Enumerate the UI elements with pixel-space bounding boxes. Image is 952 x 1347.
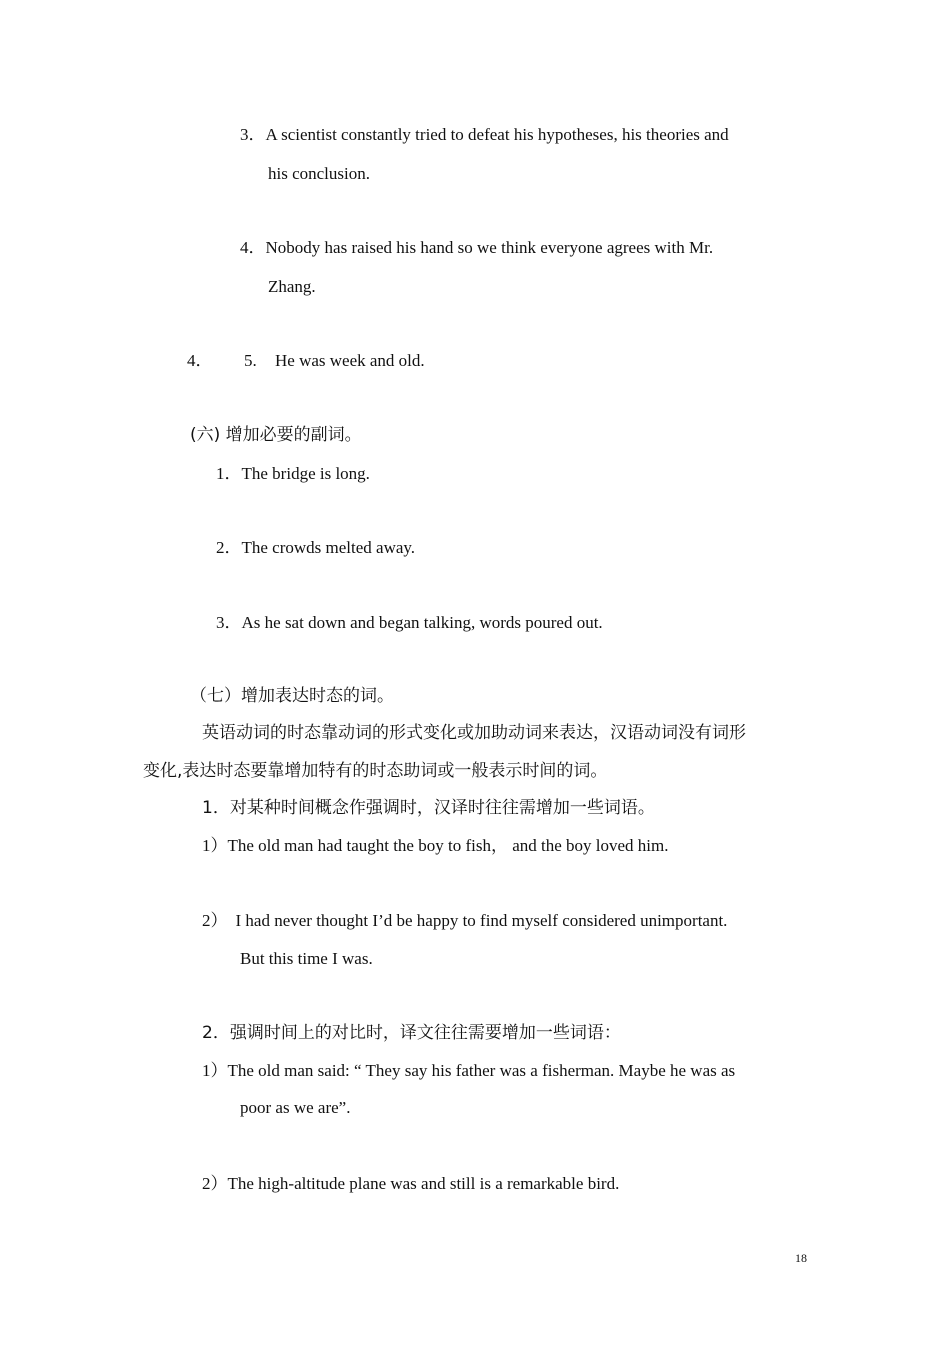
item-number: 3． [240, 125, 266, 144]
list-item [216, 463, 370, 485]
item-number: 2） [202, 911, 228, 930]
item-number: 2） [202, 1174, 228, 1193]
item-text: I had never thought I’d be happy to find myself considered unimportant. [235, 911, 728, 930]
item-number: 4． [240, 238, 266, 257]
item-text: The high-altitude plane was and still is a remarkable bird. [227, 1174, 620, 1193]
page-number: 18 [795, 1251, 807, 1265]
item-text-continuation: Zhang. [268, 277, 316, 296]
list-item [216, 537, 415, 559]
item-text: As he sat down and began talking, words poured out. [241, 613, 603, 632]
item-number: 3． [216, 613, 242, 632]
item-text: He was week and old. [275, 351, 425, 370]
item-number: 1． [216, 464, 242, 483]
subsection-heading: 1．对某种时间概念作强调时，汉译时往往需增加一些词语。 [202, 798, 655, 818]
item-text: The bridge is long. [241, 464, 370, 483]
list-item [202, 835, 668, 857]
section-heading: （七）增加表达时态的词。 [190, 686, 394, 706]
item-text-continuation: But this time I was. [240, 949, 373, 968]
paragraph-line: 变化,表达时态要靠增加特有的时态助词或一般表示时间的词。 [143, 761, 608, 781]
item-text: Nobody has raised his hand so we think everyone agrees with Mr. [265, 238, 714, 257]
item-text: The crowds melted away. [241, 538, 416, 557]
item-text-continuation: his conclusion. [268, 164, 370, 183]
item-number: 5. [244, 351, 257, 370]
list-item [202, 1173, 619, 1195]
item-text-continuation: poor as we are”. [240, 1098, 351, 1117]
list-item [202, 910, 727, 932]
item-text: The old man said: “ They say his father was a fisherman. Maybe he was as [227, 1061, 736, 1080]
paragraph-line: 英语动词的时态靠动词的形式变化或加助动词来表达，汉语动词没有词形 [202, 723, 746, 743]
section-heading: (六) 增加必要的副词。 [190, 425, 362, 445]
list-item [240, 124, 729, 146]
list-item [244, 350, 425, 372]
list-item-prefix: 4． [187, 351, 213, 370]
item-number: 1） [202, 836, 228, 855]
item-text: The old man had taught the boy to fish， and the boy loved him. [227, 836, 669, 855]
list-item [240, 237, 713, 259]
item-number: 1） [202, 1061, 228, 1080]
list-item [216, 612, 603, 634]
subsection-heading: 2．强调时间上的对比时，译文往往需要增加一些词语： [202, 1023, 621, 1043]
list-item [202, 1060, 735, 1082]
item-text: A scientist constantly tried to defeat his hypotheses, his theories and [265, 125, 729, 144]
item-number: 2． [216, 538, 242, 557]
